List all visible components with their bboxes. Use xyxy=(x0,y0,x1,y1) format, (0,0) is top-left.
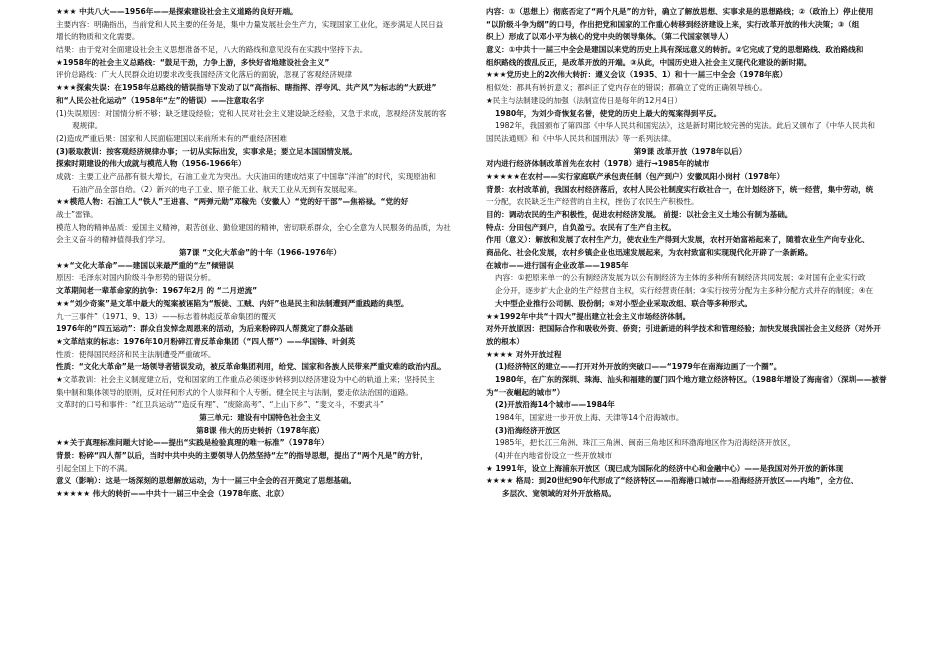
text-line: ★文革结束的标志：1976年10月粉碎江青反革命集团（“四人帮”）——华国锋、叶剑英 xyxy=(56,336,356,346)
text-line: 主要内容：明确指出，当前党和人民主要的任务是，集中力量发展社会生产力，实现国家工业化，逐步满足人民日益 xyxy=(56,19,444,29)
text-line: (4)并在内地省份设立一些开放城市 xyxy=(495,451,613,461)
text-line: ★★★党历史上的2次伟大转折：遵义会议（1935、1）和十一届三中全会（1978年底） xyxy=(486,70,788,80)
text-line: 在城市——进行国有企业改革——1985年 xyxy=(486,260,629,270)
right-column xyxy=(486,6,894,501)
text-line: 性质：使得国民经济和民主法制遭受严重破坏。 xyxy=(56,349,216,359)
text-line: 作用（意义）：解放和发展了农村生产力，使农业生产得到大发展，农村开始富裕起来了，随着农业生产向专业化、 xyxy=(486,235,870,245)
text-line: 1982年，我国颁布了第四部《中华人民共和国宪法》，这是新时期比较完善的宪法。此后又颁布了《中华人民共和 xyxy=(495,121,876,131)
text-line: 结果：由于党对全面建设社会主义思想准备不足，八大的路线和意见没有在实践中坚持下去。 xyxy=(56,45,368,55)
text-line: 1984年，国家进一步开放上海、天津等14个沿海城市。 xyxy=(495,413,684,422)
text-line: 商品化、社会化发展，农村乡镇企业也迅速发展起来，为农村致富和实现现代化开辟了一条新路。 xyxy=(486,248,813,258)
text-line: 组织路线的拨乱反正，是改革开放的开端。③从此，中国历史进入社会主义现代化建设的新时期。 xyxy=(486,57,812,67)
text-line: 集中制和集体领导的原则，反对任何形式的个人崇拜和个人专断。健全民主与法制，要走依法治国的道路。 xyxy=(56,387,413,397)
text-line: 为“一夜崛起的城市”） xyxy=(486,387,565,397)
text-line: 特点：分田包产到户，自负盈亏。农民有了生产自主权。 xyxy=(486,222,676,232)
text-line: 引起全国上下的不满。 xyxy=(56,463,132,473)
text-line: 第三单元：建设有中国特色社会主义 xyxy=(199,413,321,422)
text-line: 评价总路线：广大人民群众迫切要求改变我国经济文化落后的面貌，忽视了客观经济规律 xyxy=(56,70,353,80)
text-line: “以阶级斗争为纲”的口号，作出把党和国家的工作重心转移到经济建设上来，实行改革开放的伟大决策；③（组 xyxy=(486,19,860,29)
text-line: ★民主与法制建设的加强（法制宣传日是每年的12月4日） xyxy=(486,95,682,105)
text-line: 文革时的口号和事件：“红卫兵运动”“造反有理”、“废除高考”、“上山下乡”、“斐文斗，不要武斗” xyxy=(56,400,384,410)
text-line: ★★“文化大革命”——建国以来最严重的“左”倾错误 xyxy=(56,260,234,270)
text-line: 多层次、宽领域的对外开放格局。 xyxy=(502,489,616,499)
text-line: ★★★探索失误：在1958年总路线的错误指导下发动了以“高指标、瞎指挥、浮夸风、共产风”为标志的“大跃进” xyxy=(56,83,437,93)
left-column xyxy=(56,6,464,501)
text-line: ★★模范人物：石油工人“铁人”王进喜、“两弹元勋”邓稼先（安徽人）“党的好干部”—焦裕禄。“党的好 xyxy=(56,197,409,207)
text-line: 对外开放原因：把国际合作和吸收外资、侨资；引进新进的科学技术和管理经验；加快发展我国社会主义经济（对外开 xyxy=(486,324,881,334)
text-line: 第8课 伟大的历史转折（1978年底） xyxy=(196,425,324,435)
text-line: ★★关于真理标准问题大讨论——提出“实践是检验真理的唯一标准”（1978年） xyxy=(56,438,329,448)
text-line: 成就：主要工业产品都有很大增长，石油工业尤为突出。大庆油田的建成结束了中国靠“洋油”的时代，实现原油和 xyxy=(56,171,436,181)
text-line: 相似处：都具有转折意义；都纠正了党内存在的错误；都确立了党的正确领导核心。 xyxy=(486,83,767,93)
text-line: (2)开放沿海14个城市——1984年 xyxy=(495,400,615,410)
text-line: 意义：①中共十一届三中全会是建国以来党的历史上具有深远意义的转折。②它完成了党的思想路线、政治路线和 xyxy=(486,45,864,55)
text-line: 意义（影响）：这是一场深刻的思想解放运动，为十一届三中全会的召开奠定了思想基础。 xyxy=(56,476,356,486)
text-line: 背景：农村改革前，我国农村经济落后，农村人民公社制度实行政社合一，在计划经济下，统一经营，集中劳动，统 xyxy=(486,184,874,194)
text-line: 大中型企业推行公司制、股份制；⑤对小型企业采取改组、联合等多种形式。 xyxy=(495,298,753,308)
text-line: 国民法通则》和《中华人民共和国刑法》等一系列法律。 xyxy=(486,133,676,143)
text-line: 会主义奋斗的精神值得我们学习。 xyxy=(56,235,170,245)
text-line: 石油产品全部自给。（2）新兴的电子工业、原子能工业、航天工业从无到有发展起来。 xyxy=(72,184,362,194)
text-line: (2)造成严重后果：国家和人民面临建国以来前所未有的严重经济困难 xyxy=(56,133,287,143)
text-line: 观规律。 xyxy=(72,121,103,131)
text-line: (3)吸取教训：按客观经济规律办事；一切从实际出发，实事求是；要立足本国国情发展。 xyxy=(56,146,357,156)
text-line: ★★★★ 对外开放过程 xyxy=(486,349,562,359)
text-line: ★★1992年中共“十四大”提出建立社会主义市场经济体制。 xyxy=(486,311,691,321)
text-line: ★ 1991年，设立上海浦东开放区（现已成为国际化的经济中心和金融中心）——是我国对外开放的新体现 xyxy=(486,463,844,473)
text-line: ★★★★★ 伟大的转折——中共十一届三中全会（1978年底、北京） xyxy=(56,489,289,499)
text-line: 内容：①把原来单一的公有制经济发展为以公有制经济为主体的多种所有制经济共同发展；②对国有企业实行政 xyxy=(495,273,866,283)
text-line: 目的：调动农民的生产积极性，促进农村经济发展。 前提：以社会主义土地公有制为基础。 xyxy=(486,210,793,219)
text-line: 增长的物质和文化需要。 xyxy=(56,32,140,42)
text-line: 对内进行经济体制改革首先在农村（1978）进行→1985年的城市 xyxy=(486,159,710,169)
text-line: ★★★★ 格局：到20世纪90年代形成了“经济特区——沿海港口城市——沿海经济开放区——内地”，全方位、 xyxy=(486,476,859,486)
text-line: 战士”雷锋。 xyxy=(56,210,98,219)
text-line: 1980年，为刘少奇恢复名誉，使党的历史上最大的冤案得到平反。 xyxy=(495,108,722,118)
text-line: (1)失误原因：对国情分析不够；缺乏建设经验；党和人民对社会主义建设缺乏经验，又急于求成，忽视经济发展的客 xyxy=(56,108,447,118)
text-line: 企分开，逐步扩大企业的生产经营自主权，实行经营责任制；③实行按劳分配为主多种分配方式并存的制度；④在 xyxy=(495,286,874,296)
text-line: 内容：①（思想上）彻底否定了“两个凡是”的方针，确立了解放思想、实事求是的思想路线；②（政治上）停止使用 xyxy=(486,7,874,16)
text-line: ★★★★★在农村——实行家庭联产承包责任制（包产到户）安徽凤阳小岗村（1978年） xyxy=(486,171,785,181)
text-line: 模范人物的精神品质：爱国主义精神，艰苦创业、勤俭建国的精神，密切联系群众，全心全意为人民服务的品质，为社 xyxy=(56,222,451,232)
text-line: ★文革教训：社会主义制度建立后，党和国家的工作重点必须逐步转移到以经济建设为中心的轨道上来；坚持民主 xyxy=(56,374,435,384)
text-line: ★1958年的社会主义总路线：“鼓足干劲，力争上游，多快好省地建设社会主义” xyxy=(56,57,330,67)
text-line: (1)经济特区的建立——打开对外开放的突破口——“1979年在南海边画了一个圈”。 xyxy=(495,362,782,372)
text-line: 1980年，在广东的深圳、珠海、汕头和福建的厦门四个地方建立经济特区。（1988年增设了海南省）（深圳——被誉 xyxy=(495,374,887,384)
text-line: 背景：粉碎“四人帮”以后，当时中共中央的主要领导人仍然坚持“左”的指导思想，提出了“两个凡是”的方针， xyxy=(56,451,428,461)
text-line: 原因：毛泽东对国内阶级斗争形势的错误分析。 xyxy=(56,273,216,283)
text-line: 织上）形成了以邓小平为核心的党中央的领导集体。（第二代国家领导人） xyxy=(486,32,733,42)
text-line: 九一三事件”（1971、9、13）——标志着林彪反革命集团的覆灭 xyxy=(56,311,277,321)
text-line: 第7课 “文化大革命”的十年（1966-1976年） xyxy=(178,248,342,258)
text-line: 1976年的“四五运动”：群众自发悼念周恩来的活动，为后来粉碎四人帮奠定了群众基础 xyxy=(56,324,353,334)
text-line: 文革期间老一辈革命家的抗争：1967年2月 的 “二月逆流” xyxy=(56,286,258,296)
text-line: 和“人民公社化运动”（1958年“左”的错误）——注意取名字 xyxy=(56,95,265,105)
text-line: 一分配，农民缺乏生产经营的自主权，挫伤了农民生产积极性。 xyxy=(486,197,699,207)
text-line: 放的根本） xyxy=(486,336,524,346)
text-line: 探索时期建设的伟大成就与模范人物（1956-1966年） xyxy=(56,159,246,169)
text-line: (3)沿海经济开放区 xyxy=(495,425,561,435)
text-line: 性质：“文化大革命”是一场领导者错误发动，被反革命集团利用，给党、国家和各族人民带来严重灾难的政治内乱。 xyxy=(56,362,446,372)
text-line: 1985年，把长江三角洲、珠江三角洲、闽南三角地区和环渤海地区作为沿海经济开放区， xyxy=(495,438,796,448)
text-line: ★★★ 中共八大——1956年——是探索建设社会主义道路的良好开端。 xyxy=(56,7,298,16)
text-line: ★★“刘少奇案”是文革中最大的冤案被诬陷为“叛徒、工贼、内奸”也是民主和法制遭到严重践踏的典型。 xyxy=(56,298,409,308)
text-line: 第9课 改革开放（1978年以后） xyxy=(633,146,747,156)
